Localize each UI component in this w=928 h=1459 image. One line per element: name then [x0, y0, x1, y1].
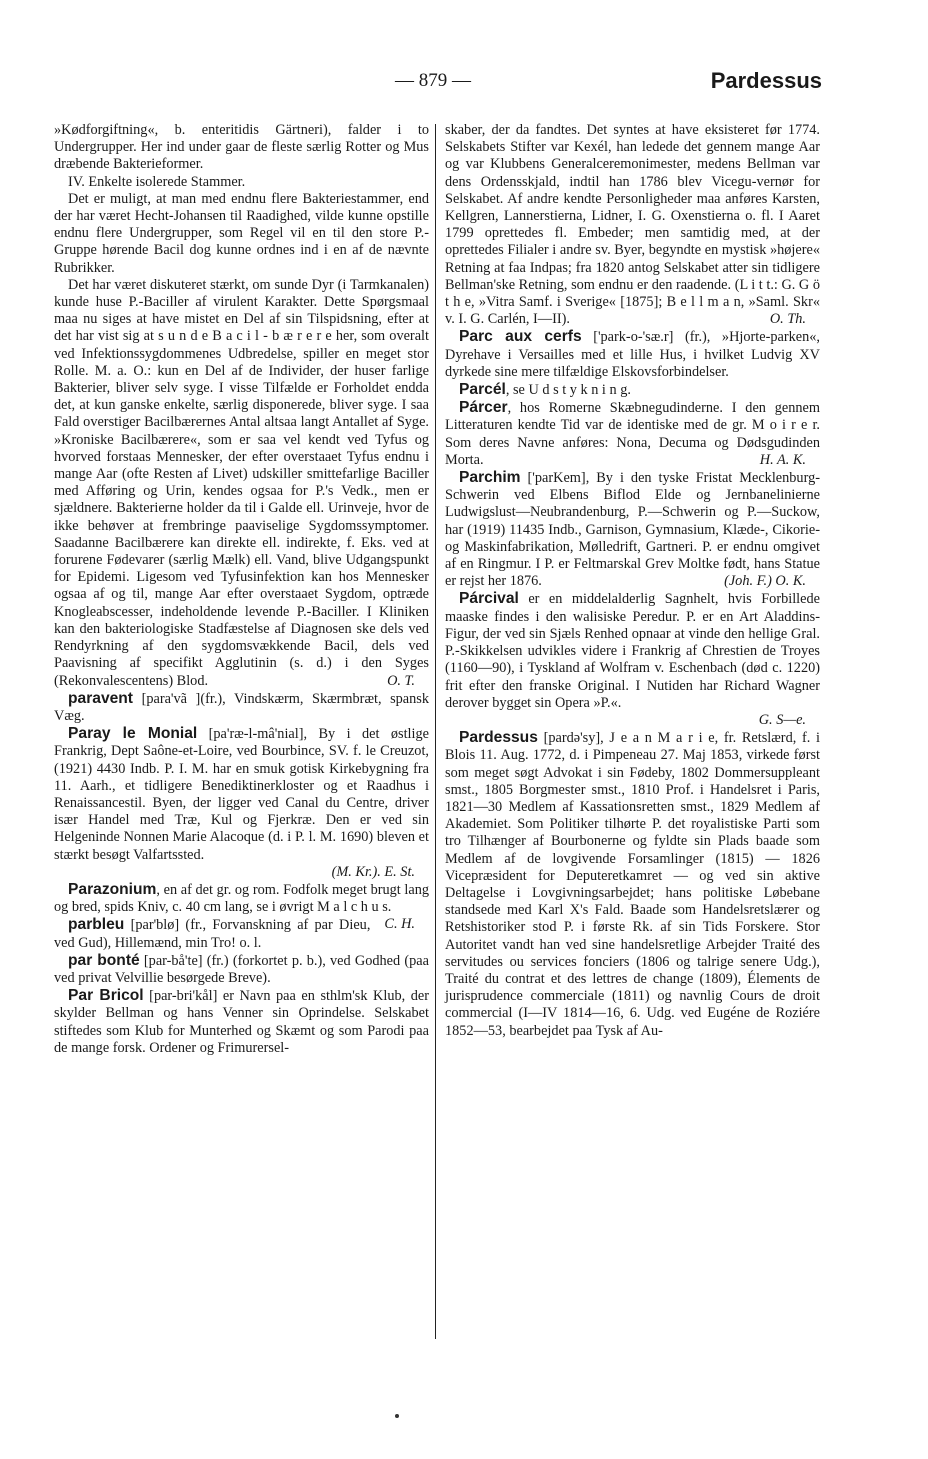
- signature: (Joh. F.) O. K.: [724, 573, 806, 590]
- entry-text: [pardə'sy], J e a n M a r i e, fr. Retslærd, f. i Blois 11. Aug. 1772, d. i Pimpeneau 27. Maj 1853, virkede først som meget søgt Advokat i sin Fødeby, 1802 Dommersuppleant smst., 1805 Borgmester smst., 1810 Prof. i Handelsret i Paris, 1821—30 Medlem af Kassationsretten smst., 1829 Medlem af Akademiet. Som Politiker tilhørte P. det royalistiske Parti som tro Tilhænger af Bourbonerne og fyldte sin Plads baade som Medlem af de lovgivende Forsamlinger (1815) — 1826 Vicepræsident for Deputeretkamret — og ved sin aktive Deltagelse i Lovgivningsarbejdet; hans politiske Løbebane standsede med Karl X's Fald. Baade som Handelsretslærer og Retshistoriker stod P. i første Rk. af sin Tids Forskere. Stor Autoritet vandt han ved sine handelsretlige Arbejder Traité des servitudes ou services fonciers (1806 og talrige senere Udg.), Traité du contrat et des lettres de change (1809), Élements de jurisprudence commerciale (1811) og navnlig Cours de droit commercial (I—IV 1814—16, 6. Udg. ved Eugéne de Roziére 1852—53, bearbejdet paa Tysk af Au-: [445, 730, 820, 1039]
- signature: O. T.: [387, 672, 415, 689]
- signature: O. Th.: [769, 311, 806, 328]
- paragraph: [54, 191, 429, 277]
- entry-text: [par-bå'te] (fr.) (forkortet p. b.), ved Godhed (paa ved privat Velvillie besørgede Breve).: [54, 952, 429, 986]
- headword: Párcival: [459, 590, 519, 608]
- paragraph: [445, 122, 820, 328]
- entry-text: , se U d s t y k n i n g.: [505, 382, 631, 399]
- running-head: Pardessus: [710, 68, 822, 93]
- ink-mark: [395, 1414, 399, 1418]
- entry-text: Det er muligt, at man med endnu flere Bakteriestammer, end der har været Hecht-Johansen til Raadighed, vilde kunne opstille endnu flere Undergrupper, som Regel vil en til den store P.-Gruppe hørende Bacil dog kunne ordnes ind i en af de nævnte Rubrikker.: [54, 190, 429, 276]
- entry-text: [par-bri'kål] er Navn paa en sthlm'sk Klub, der skylder Bellman og hans Venner sin Oprindelse. Selskabet stiftedes som Klub for Munterhed og Skæmt og som Parodi paa de mange forsk. Ordener og Frimurersel-: [54, 988, 430, 1056]
- entry-text: er en middelalderlig Sagnhelt, hvis Forbillede maaske findes i den walisiske Peredur. P. er en Art Aladdins-Figur, der ved sin Sjæls Renhed opnaar at vinde den hellige Gral. P.-Skikkelsen udvikles videre i Frankrig af Chrestien de Troyes (1160—90), i Tyskland af Wolfram v. Eschenbach (død c. 1220) frit efter den franske Original. I Nutiden har Richard Wagner derover bygget sin Opera »P.«.: [445, 591, 820, 711]
- entry-text: Det har været diskuteret stærkt, om sunde Dyr (i Tarmkanalen) kunde huse P.-Baciller af virulent Karakter. Dette Spørgsmaal maa nu siges at have mistet en Del af sin Tilspidsning, efter at det har vist sig at s u n d e B a c i l - b æ r e r e her, som overalt ved Infektionssygdommenes Udbredelse, spiller en meget stor Rolle. M. a. O.: kun en Del af de Individer, der huser farlige Bakterier, bliver selv syge. I visse Tilfælde er Forholdet endda det, at kun ganske enkelte, særlig disponerede, bliver syge. I saa Fald overstiger Bacilbærernes Antal altsaa langt Antallet af Syge. »Kroniske Bacilbærere«, som er saa vel kendt ved Tyfus og hvorved forstaas Mennesker, der efter overstaaet Tyfus endnu i mange Aar (ofte Resten af Livet) udskiller smittefarlige Baciller med Afføring og Urin, kendes ogsaa for P.'s Vedk., men er sjældnere. Bakterierne holder da til i Galde ell. Urinveje, hvor de ikke behøver at frembringe paaviselige Sygdomssymptomer. Saadanne Bacilbærere kan direkte ell. indirekte, f. Eks. ved at forurene Fødevarer (særlig Mælk) ell. Vand, blive Udgangspunkt for Epidemi. Ligesom ved Tyfusinfektion kan hos Mennesker ogsaa af og til, mange Aar efter overstaaet Sygdom, optræde Knogleabscesser, indeholdende levende P.-Baciller. I Kliniken kan den bakteriologiske Stadfæstelse af Diagnosen ske dels ved Rendyrkning af den sygdomsvækkende Bacil, dels ved Paavisning af specifikt Agglutinin (s. d.) i den Syges (Rekonvalescentens) Blod.: [54, 276, 429, 689]
- entry-text: [para'vã ](fr.), Vindskærm, Skærmbræt, spansk Væg.: [54, 690, 429, 724]
- page-number: — 879 —: [395, 70, 471, 91]
- headword: Párcer: [459, 399, 508, 417]
- entry-text: ['parKem], By i den tyske Fristat Mecklenburg-Schwerin ved Elbens Biflod Elde og Jernbanelinierne Ludwigslust—Neubrandenburg, P.—Schwerin og P.—Suckow, har (1919) 11435 Indb., Garnison, Gymnasium, Klæde-, Cikorie- og Maskinfabrikation, Mølledrift, Gartneri. P. er endnu omgivet af en Ringmur. I P. er Feltmarskal Grev Moltke født, hans Statue er rejst her 1876.: [445, 470, 820, 590]
- entry: [54, 987, 429, 1057]
- paragraph: [54, 277, 429, 690]
- entry: [445, 590, 820, 711]
- headword: Parchim: [459, 469, 521, 487]
- entry: [445, 328, 820, 381]
- entry: [445, 729, 820, 1040]
- signature: H. A. K.: [759, 451, 806, 468]
- signature: (M. Kr.). E. St.: [331, 863, 415, 880]
- paragraph: [54, 174, 429, 191]
- entry-text: , en af det gr. og rom. Fodfolk meget brugt lang og bred, spids Kniv, c. 40 cm lang, se i øvrigt M a l c h u s.: [54, 881, 429, 916]
- entry-text: ['park-o-'sæ.r] (fr.), »Hjorte-parken«, Dyrehave i Versailles med et lille Hus, i hvilket Ludvig XV dyrkede sine mere tilfældige Elskovsforbindelser.: [445, 329, 820, 380]
- signature: C. H.: [384, 916, 415, 933]
- page-header: [0, 70, 928, 100]
- headword: parbleu: [68, 916, 125, 934]
- headword: Parc aux cerfs: [459, 328, 582, 346]
- entry: [445, 399, 820, 469]
- entry-text: IV. Enkelte isolerede Stammer.: [68, 173, 246, 190]
- entry-text: , hos Romerne Skæbnegudinderne. I den gennem Litteraturen kendte Tid var de identiske med de gr. M o i r e r. Som deres Navne anføres: Nona, Decuma og Dødsgudinden Morta.: [445, 400, 820, 468]
- entry: [445, 381, 820, 399]
- paragraph: [54, 122, 429, 174]
- headword: par bonté: [68, 951, 140, 969]
- headword: Parcél: [459, 381, 506, 399]
- entry: [54, 725, 429, 864]
- column-divider: [435, 124, 436, 1339]
- entry: [54, 952, 429, 987]
- headword: Parazonium: [68, 880, 157, 898]
- entry-text: skaber, der da fandtes. Det syntes at have eksisteret før 1774. Selskabets Stifter var Kexél, han ledede det gennem mange Aar og var Klubbens Generalceremonimester, medens Bellman var dens Ordensskjald, indtil han 1786 blev Vicegu-vernør for Selskabet. Af andre kendte Personligheder maa anføres Karsten, Kellgren, Lannerstierna, Lidner, I. G. Oxenstierna o. fl. I Aaret 1799 oprettedes fl. Embeder; men samtidig med, at der oprettedes Filialer i andre sv. Byer, begyndte en mystisk »højere« Retning at faa Indpas; fra 1820 antog Selskabet atter sin tidligere Bellman'ske Retning, som endnu er den raadende. (L i t t.: G. G ö t h e, »Vitra Samf. i Sverige« [1875]; B e l l m a n, »Saml. Skr« v. I. G. Carlén, I—II).: [445, 122, 820, 328]
- left-column: [54, 122, 429, 1057]
- entry: [54, 690, 429, 725]
- entry: [445, 469, 820, 590]
- headword: Paray le Monial: [68, 725, 198, 743]
- signature: G. S—e.: [758, 711, 806, 728]
- headword: Par Bricol: [68, 987, 144, 1005]
- entry-text: [par'blø] (fr., Forvanskning af par Dieu, ved Gud), Hillemænd, min Tro! o. l.: [54, 917, 371, 951]
- entry-text: [pa'ræ-l-mâ'nial], By i det østlige Frankrig, Dept Saône-et-Loire, ved Bourbince, SV. f. le Creuzot, (1921) 4430 Indb. P. I. M. har en smuk gotisk Kirkebygning fra 11. Aarh., et tidligere Benediktinerkloster og et Raadhus i Renaissancestil. Byen, der ligger ved Canal du Centre, driver især Handel med Træ, Kul og Fjerkræ. Den er ved sin Helgeninde Nonnen Marie Alacoque (d. i P. l. M. 1690) bleven et stærkt besøgt Valfartssted.: [54, 726, 429, 863]
- headword: paravent: [68, 689, 134, 707]
- right-column: [445, 122, 820, 1040]
- entry-text: »Kødforgiftning«, b. enteritidis Gärtneri), falder i to Undergrupper. Her ind under gaar de fleste særlig Rotter og Mus dræbende Bakterieformer.: [54, 122, 429, 173]
- headword: Pardessus: [459, 729, 538, 747]
